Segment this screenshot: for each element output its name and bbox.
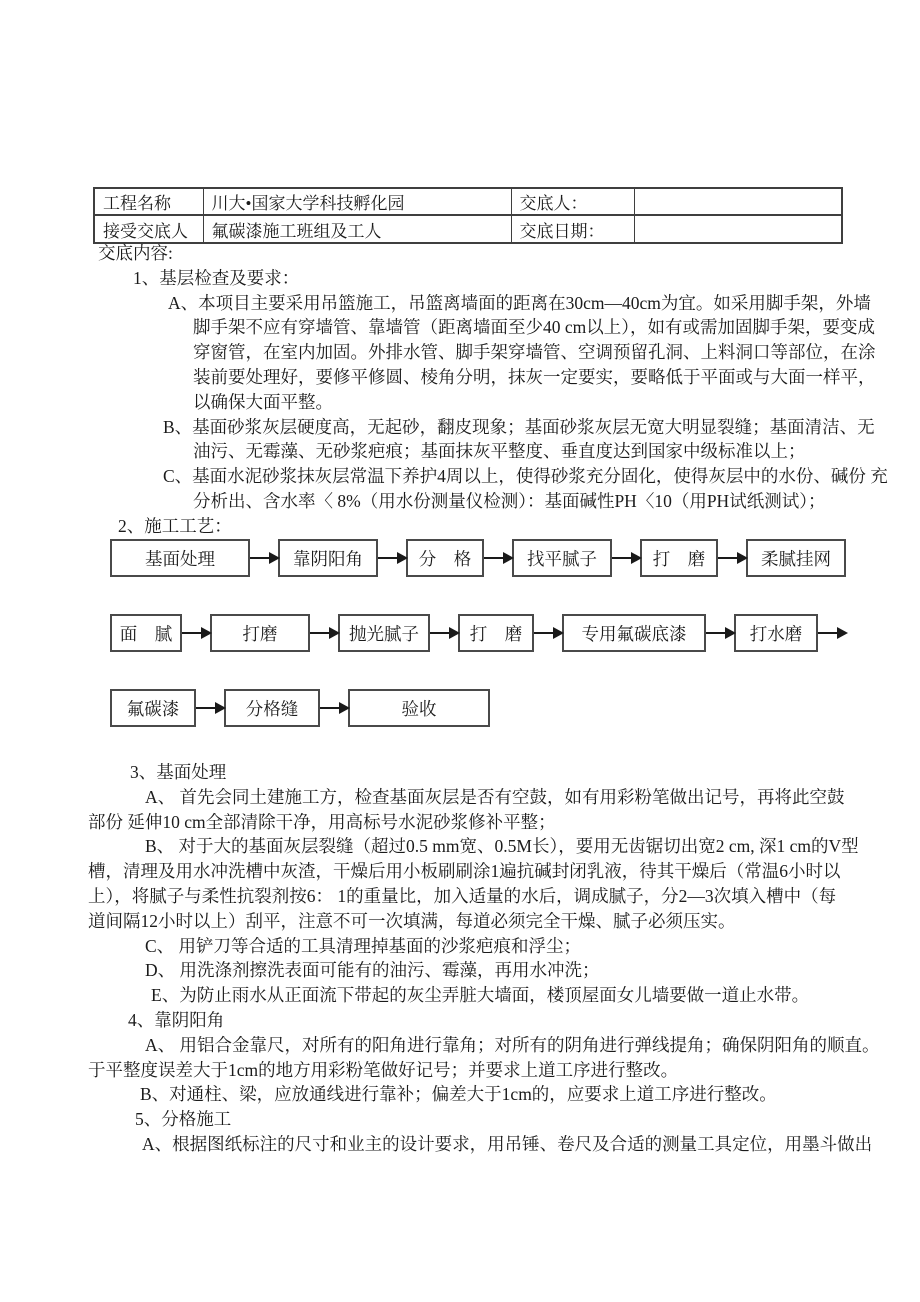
flow-step-water-sanding: 打水磨 bbox=[734, 614, 818, 652]
arrow-right-icon bbox=[250, 557, 278, 559]
arrow-right-icon bbox=[430, 632, 458, 634]
content-line: E、为防止雨水从正面流下带起的灰尘弄脏大墙面，楼顶屋面女儿墙要做一道止水带。 bbox=[151, 985, 810, 1006]
flow-step-surface-putty: 面 腻 bbox=[110, 614, 182, 652]
disclosure-date-value bbox=[634, 215, 842, 243]
flow-step-sanding-3: 打 磨 bbox=[458, 614, 534, 652]
arrow-right-icon bbox=[718, 557, 746, 559]
arrow-right-icon bbox=[182, 632, 210, 634]
content-line: A、本项目主要采用吊篮施工，吊篮离墙面的距离在30cm—40cm为宜。如采用脚手架，外墙 bbox=[168, 292, 871, 313]
content-line: C、基面水泥砂浆抹灰层常温下养护4周以上，使得砂浆充分固化，使得灰层中的水份、碱份 充 bbox=[163, 466, 888, 487]
flow-step-sanding: 打 磨 bbox=[640, 539, 718, 577]
arrow-right-icon bbox=[378, 557, 406, 559]
content-line: 穿窗管，在室内加固。外排水管、脚手架穿墙管、空调预留孔洞、上料洞口等部位，在涂 bbox=[193, 342, 876, 363]
content-block-1 bbox=[88, 241, 888, 539]
content-block-2 bbox=[88, 760, 888, 1157]
arrow-right-icon bbox=[706, 632, 734, 634]
flow-step-fluorocarbon-paint: 氟碳漆 bbox=[110, 689, 196, 727]
flow-step-base-treatment: 基面处理 bbox=[110, 539, 250, 577]
arrow-right-icon bbox=[612, 557, 640, 559]
arrow-right-icon bbox=[818, 632, 846, 634]
content-line: 上），将腻子与柔性抗裂剂按6： 1的重量比，加入适量的水后，调成腻子，分2—3次填入槽中（每 bbox=[88, 885, 837, 906]
content-line: 脚手架不应有穿墙管、靠墙管（距离墙面至少40 cm以上），如有或需加固脚手架，要变成 bbox=[193, 317, 876, 338]
header-table bbox=[93, 187, 843, 244]
section-1-heading: 1、基层检查及要求： bbox=[133, 267, 300, 288]
content-line: C、 用铲刀等合适的工具清理掉基面的沙浆疤痕和浮尘； bbox=[145, 935, 582, 956]
content-line: B、对通柱、梁，应放通线进行靠补；偏差大于1cm的，应要求上道工序进行整改。 bbox=[140, 1084, 777, 1105]
discloser-value bbox=[634, 188, 842, 215]
flow-step-fluorocarbon-primer: 专用氟碳底漆 bbox=[562, 614, 706, 652]
flowchart-row-3 bbox=[110, 689, 490, 727]
content-line: A、 用铝合金靠尺，对所有的阳角进行靠角；对所有的阴角进行弹线提角；确保阴阳角的顺直。 bbox=[145, 1034, 880, 1055]
content-line: 以确保大面平整。 bbox=[193, 391, 333, 412]
flow-step-sanding-2: 打磨 bbox=[210, 614, 310, 652]
receiver-label: 接受交底人 bbox=[94, 215, 203, 243]
content-line: A、根据图纸标注的尺寸和业主的设计要求，用吊锤、卷尺及合适的测量工具定位，用墨斗做出 bbox=[142, 1133, 873, 1154]
flow-step-acceptance: 验收 bbox=[348, 689, 490, 727]
discloser-label: 交底人： bbox=[511, 188, 634, 215]
section-5-heading: 5、分格施工 bbox=[135, 1109, 232, 1130]
flow-step-grid-joint: 分格缝 bbox=[224, 689, 320, 727]
project-name-label: 工程名称 bbox=[94, 188, 203, 215]
content-line: 分析出、含水率〈 8%（用水份测量仪检测）：基面碱性PH〈10（用PH试纸测试）； bbox=[193, 490, 826, 511]
arrow-right-icon bbox=[484, 557, 512, 559]
arrow-right-icon bbox=[196, 707, 224, 709]
content-line: 油污、无霉藻、无砂浆疤痕；基面抹灰平整度、垂直度达到国家中级标准以上； bbox=[193, 441, 806, 462]
content-line: D、 用洗涤剂擦洗表面可能有的油污、霉藻，再用水冲洗； bbox=[145, 960, 600, 981]
section-3-heading: 3、基面处理 bbox=[130, 762, 227, 782]
section-2-heading: 2、施工工艺： bbox=[118, 515, 232, 536]
receiver-value: 氟碳漆施工班组及工人 bbox=[203, 215, 511, 243]
content-title: 交底内容: bbox=[98, 243, 173, 263]
flow-step-polishing-putty: 抛光腻子 bbox=[338, 614, 430, 652]
header-table-row bbox=[94, 188, 842, 215]
disclosure-date-label: 交底日期： bbox=[511, 215, 634, 243]
arrow-right-icon bbox=[534, 632, 562, 634]
flow-step-grid: 分 格 bbox=[406, 539, 484, 577]
arrow-right-icon bbox=[320, 707, 348, 709]
flowchart-row-1 bbox=[110, 539, 846, 577]
content-line: B、基面砂浆灰层硬度高，无起砂，翻皮现象；基面砂浆灰层无宽大明显裂缝；基面清洁、无 bbox=[163, 416, 875, 437]
section-4-heading: 4、靠阴阳角 bbox=[128, 1009, 225, 1030]
content-line: 道间隔12小时以上）刮平，注意不可一次填满，每道必须完全干燥、腻子必须压实。 bbox=[88, 910, 736, 931]
flowchart-row-2 bbox=[110, 614, 846, 652]
header-table-row bbox=[94, 215, 842, 243]
flow-step-leveling-putty: 找平腻子 bbox=[512, 539, 612, 577]
content-line: 于平整度误差大于1cm的地方用彩粉笔做好记号；并要求上道工序进行整改。 bbox=[88, 1059, 679, 1080]
content-line: A、 首先会同土建施工方，检查基面灰层是否有空鼓，如有用彩粉笔做出记号，再将此空鼓 bbox=[145, 786, 845, 807]
flow-step-flexible-putty-mesh: 柔腻挂网 bbox=[746, 539, 846, 577]
content-line: B、 对于大的基面灰层裂缝（超过0.5 mm宽、0.5M长），要用无齿锯切出宽2 cm, 深1 cm的V型 bbox=[145, 836, 859, 857]
content-line: 装前要处理好，要修平修圆、棱角分明，抹灰一定要实，要略低于平面或与大面一样平， bbox=[193, 366, 876, 387]
flow-step-corner-alignment: 靠阴阳角 bbox=[278, 539, 378, 577]
content-line: 部份 延伸10 cm全部清除干净，用高标号水泥砂浆修补平整； bbox=[88, 811, 556, 832]
content-line: 槽，清理及用水冲洗槽中灰渣，干燥后用小板刷刷涂1遍抗碱封闭乳液，待其干燥后（常温6小时以 bbox=[88, 861, 841, 882]
project-name-value: 川大•国家大学科技孵化园 bbox=[203, 188, 511, 215]
arrow-right-icon bbox=[310, 632, 338, 634]
